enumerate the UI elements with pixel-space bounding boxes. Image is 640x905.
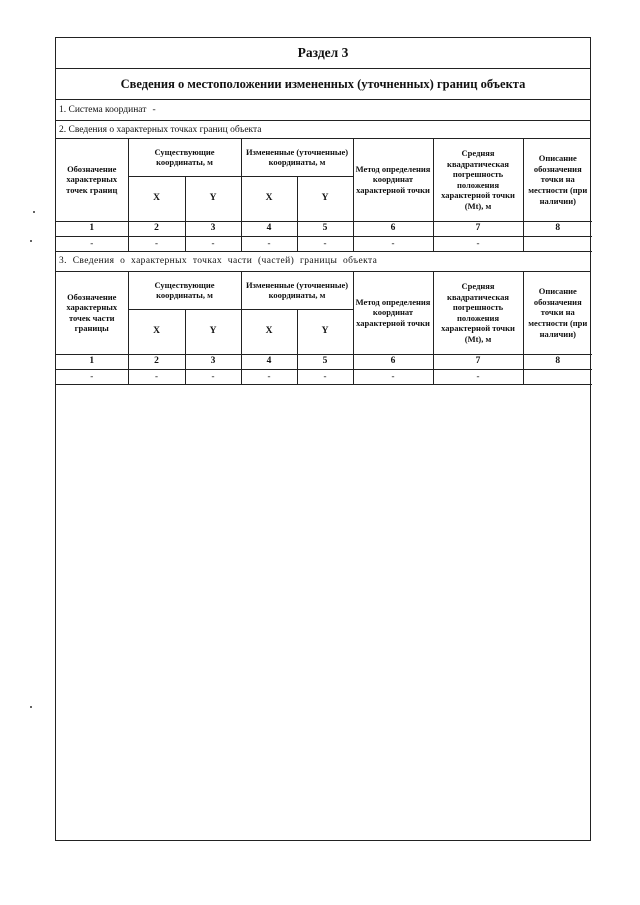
axis-y-changed: Y	[297, 310, 353, 355]
table-cell: -	[297, 370, 353, 385]
table-cell: -	[185, 370, 241, 385]
col-changed-header: Измененные (уточненные) координаты, м	[241, 139, 353, 176]
table-cell: -	[56, 370, 128, 385]
col-error-header: Средняя квадратическая погрешность положения характерной точки (Mt), м	[433, 272, 523, 355]
column-number: 7	[433, 221, 523, 236]
col-method-header: Метод определения координат характерной точки	[353, 272, 433, 355]
column-number: 6	[353, 355, 433, 370]
coordinate-system-row	[56, 100, 590, 121]
axis-y-changed: Y	[297, 176, 353, 221]
coordinate-system-value: -	[152, 105, 156, 115]
axis-y-existing: Y	[185, 176, 241, 221]
table-cell: -	[353, 370, 433, 385]
table-row	[56, 236, 592, 251]
table1-caption: 2. Сведения о характерных точках границ объекта	[56, 121, 590, 139]
column-number: 2	[128, 221, 185, 236]
table-cell: -	[297, 236, 353, 251]
section-title: Раздел 3	[56, 38, 590, 69]
table-cell: -	[185, 236, 241, 251]
axis-y-existing: Y	[185, 310, 241, 355]
col-error-header: Средняя квадратическая погрешность положения характерной точки (Mt), м	[433, 139, 523, 221]
col-description-header: Описание обозначения точки на местности (при наличии)	[523, 272, 592, 355]
table-cell	[523, 236, 592, 251]
scan-speck	[30, 240, 32, 242]
column-number: 5	[297, 221, 353, 236]
column-number: 7	[433, 355, 523, 370]
scan-speck	[33, 211, 35, 213]
axis-x-changed: X	[241, 176, 297, 221]
table-cell: -	[433, 370, 523, 385]
axis-x-changed: X	[241, 310, 297, 355]
coordinate-system-label: 1. Система координат	[59, 105, 147, 115]
col-existing-header: Существующие координаты, м	[128, 272, 241, 310]
table-cell: -	[128, 236, 185, 251]
axis-x-existing: X	[128, 176, 185, 221]
column-number: 3	[185, 355, 241, 370]
document-frame	[55, 37, 591, 841]
col-existing-header: Существующие координаты, м	[128, 139, 241, 176]
column-number: 3	[185, 221, 241, 236]
table-cell: -	[128, 370, 185, 385]
column-number: 4	[241, 221, 297, 236]
column-number: 4	[241, 355, 297, 370]
boundary-points-table	[56, 139, 592, 252]
col-designation-header: Обозначение характерных точек части границы	[56, 272, 128, 355]
column-number: 1	[56, 355, 128, 370]
column-number: 2	[128, 355, 185, 370]
scan-speck	[30, 706, 32, 708]
section-subtitle: Сведения о местоположении измененных (уточненных) границ объекта	[56, 69, 590, 100]
axis-x-existing: X	[128, 310, 185, 355]
table-cell: -	[56, 236, 128, 251]
table2-caption: 3. Сведения о характерных точках части (частей) границы объекта	[56, 252, 590, 272]
column-number: 6	[353, 221, 433, 236]
col-method-header: Метод определения координат характерной точки	[353, 139, 433, 221]
table-cell	[523, 370, 592, 385]
col-changed-header: Измененные (уточненные) координаты, м	[241, 272, 353, 310]
col-description-header: Описание обозначения точки на местности (при наличии)	[523, 139, 592, 221]
column-number: 1	[56, 221, 128, 236]
table-cell: -	[241, 236, 297, 251]
col-designation-header: Обозначение характерных точек границ	[56, 139, 128, 221]
table-cell: -	[433, 236, 523, 251]
column-number: 5	[297, 355, 353, 370]
column-number: 8	[523, 355, 592, 370]
column-numbers-row	[56, 355, 592, 370]
table-row	[56, 370, 592, 385]
column-numbers-row	[56, 221, 592, 236]
column-number: 8	[523, 221, 592, 236]
table-cell: -	[353, 236, 433, 251]
boundary-part-points-table	[56, 272, 592, 386]
table-cell: -	[241, 370, 297, 385]
